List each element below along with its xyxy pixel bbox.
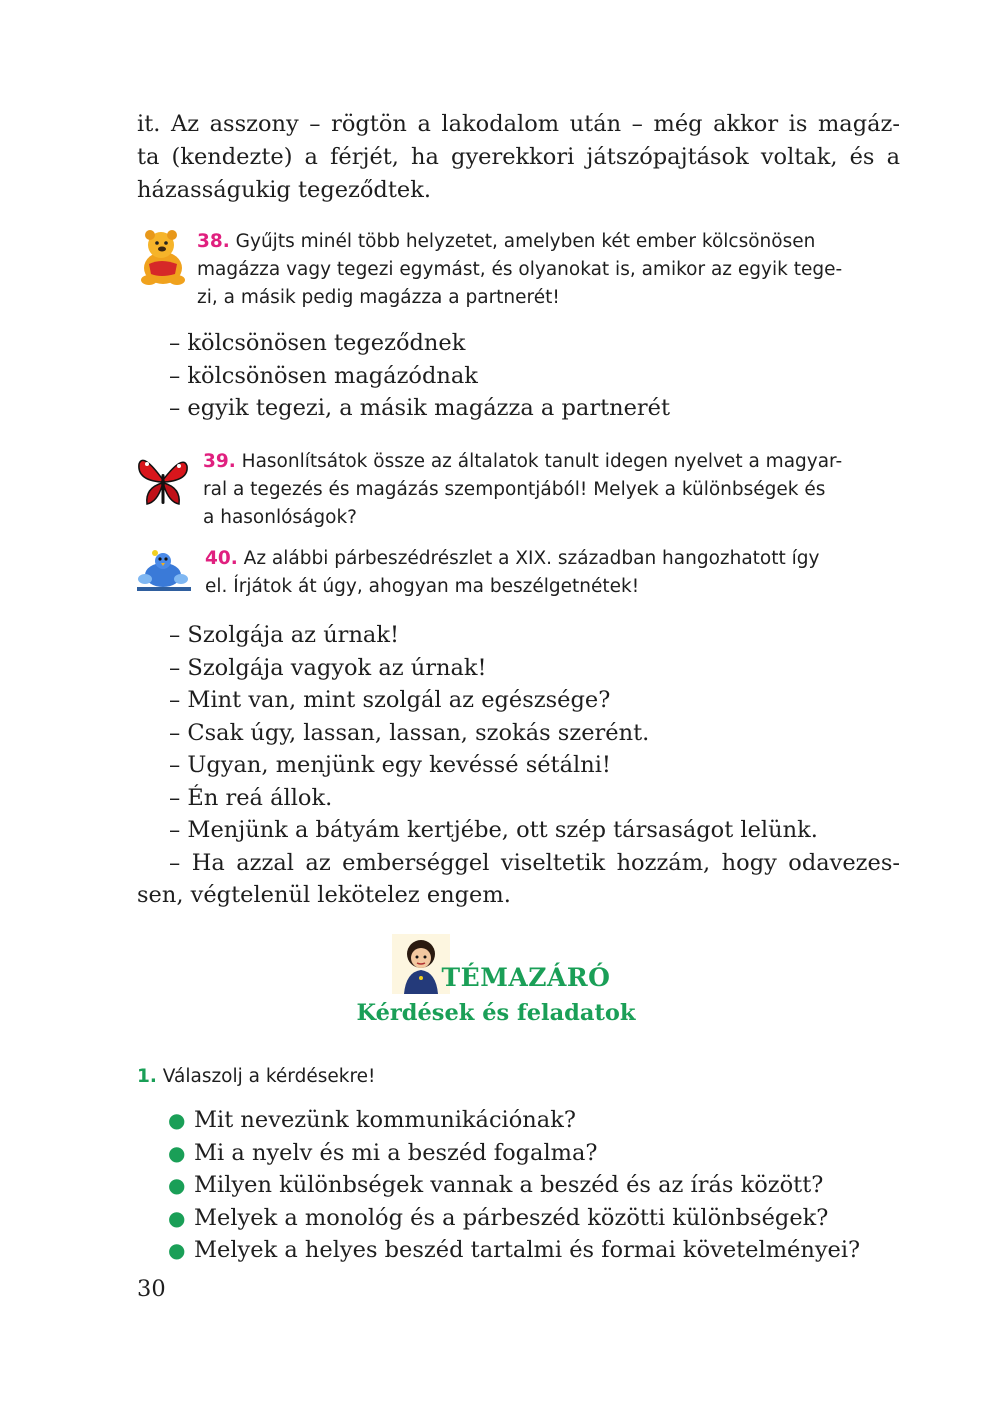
- task-39: [137, 448, 902, 538]
- bullet-icon: ●: [168, 1140, 186, 1165]
- task-38-text: [197, 228, 842, 312]
- section-subtitle: Kérdések és feladatok: [356, 1000, 636, 1026]
- task-40: [137, 545, 902, 605]
- list-item-text: Melyek a helyes beszéd tartalmi és formai követelményei?: [194, 1237, 861, 1263]
- list-item-text: Mit nevezünk kommunikációnak?: [194, 1107, 576, 1133]
- task-38: [137, 228, 902, 318]
- list-item: [168, 1169, 860, 1202]
- list-item: [168, 1234, 860, 1267]
- task-number: 38.: [197, 231, 230, 252]
- question-list: [168, 1104, 860, 1267]
- intro-line: it. Az asszony – rögtön a lakodalom után – még akkor is magáz-: [137, 111, 900, 137]
- intro-paragraph: [137, 108, 900, 207]
- dialogue-line: – Mint van, mint szolgál az egészsége?: [169, 687, 611, 713]
- list-item: [168, 1202, 860, 1235]
- task-line: a hasonlóságok?: [203, 507, 357, 528]
- list-item: – kölcsönösen magázódnak: [169, 362, 478, 389]
- list-item: [168, 1137, 860, 1170]
- dialogue-line: – Ha azzal az emberséggel viseltetik hozzám, hogy odavezes-: [169, 849, 900, 876]
- list-item-text: Melyek a monológ és a párbeszéd közötti különbségek?: [194, 1204, 829, 1231]
- task-39-text: [203, 448, 842, 532]
- task-line: Gyűjts minél több helyzetet, amelyben két ember kölcsönösen: [235, 231, 816, 252]
- dialogue: [137, 619, 900, 912]
- intro-line: házasságukig tegeződtek.: [137, 177, 431, 203]
- task-line: Az alábbi párbeszédrészlet a XIX. században hangozhatott így: [243, 548, 820, 569]
- task-line: el. Írjátok át úgy, ahogyan ma beszélgetnétek!: [205, 576, 640, 597]
- bird-icon: [137, 549, 191, 597]
- task-line: Hasonlítsátok össze az általatok tanult idegen nyelvet a magyar-: [241, 451, 843, 472]
- list-item: – egyik tegezi, a másik magázza a partnerét: [169, 395, 671, 421]
- question-number: 1.: [137, 1066, 157, 1087]
- bullet-icon: ●: [168, 1238, 186, 1262]
- answer-list: [137, 327, 900, 425]
- task-40-text: [205, 545, 819, 601]
- list-item-text: Milyen különbségek vannak a beszéd és az írás között?: [194, 1172, 824, 1198]
- intro-line: ta (kendezte) a férjét, ha gyerekkori játszópajtások voltak, és a: [137, 144, 900, 170]
- task-number: 39.: [203, 451, 236, 472]
- dialogue-line: – Ugyan, menjünk egy kevéssé sétálni!: [169, 752, 611, 778]
- task-line: ral a tegezés és magázás szempontjából! Melyek a különbségek és: [203, 479, 826, 500]
- page-number: 30: [137, 1276, 166, 1302]
- section-title: TÉMAZÁRÓ: [441, 963, 611, 992]
- list-item: [168, 1104, 860, 1137]
- dialogue-line: – Szolgája vagyok az úrnak!: [169, 654, 487, 681]
- task-number: 40.: [205, 548, 238, 569]
- bullet-icon: ●: [168, 1173, 186, 1197]
- dialogue-line: – Én reá állok.: [169, 784, 333, 811]
- task-line: zi, a másik pedig magázza a partnerét!: [197, 287, 560, 308]
- list-item-text: Mi a nyelv és mi a beszéd fogalma?: [194, 1139, 598, 1166]
- bullet-icon: ●: [168, 1205, 186, 1230]
- dialogue-line: – Menjünk a bátyám kertjébe, ott szép társaságot lelünk.: [169, 817, 818, 843]
- dialogue-line: – Csak úgy, lassan, lassan, szokás szerént.: [169, 719, 650, 746]
- winnie-the-pooh-icon: [137, 228, 189, 290]
- question-text: Válaszolj a kérdésekre!: [162, 1066, 376, 1087]
- dialogue-line: sen, végtelenül lekötelez engem.: [137, 882, 511, 908]
- dialogue-line: – Szolgája az úrnak!: [169, 622, 400, 648]
- question-1: [137, 1066, 375, 1087]
- task-line: magázza vagy tegezi egymást, és olyanokat is, amikor az egyik tege-: [197, 259, 843, 280]
- list-item: – kölcsönösen tegeződnek: [169, 330, 466, 356]
- bullet-icon: ●: [168, 1108, 186, 1132]
- butterfly-icon: [137, 450, 189, 514]
